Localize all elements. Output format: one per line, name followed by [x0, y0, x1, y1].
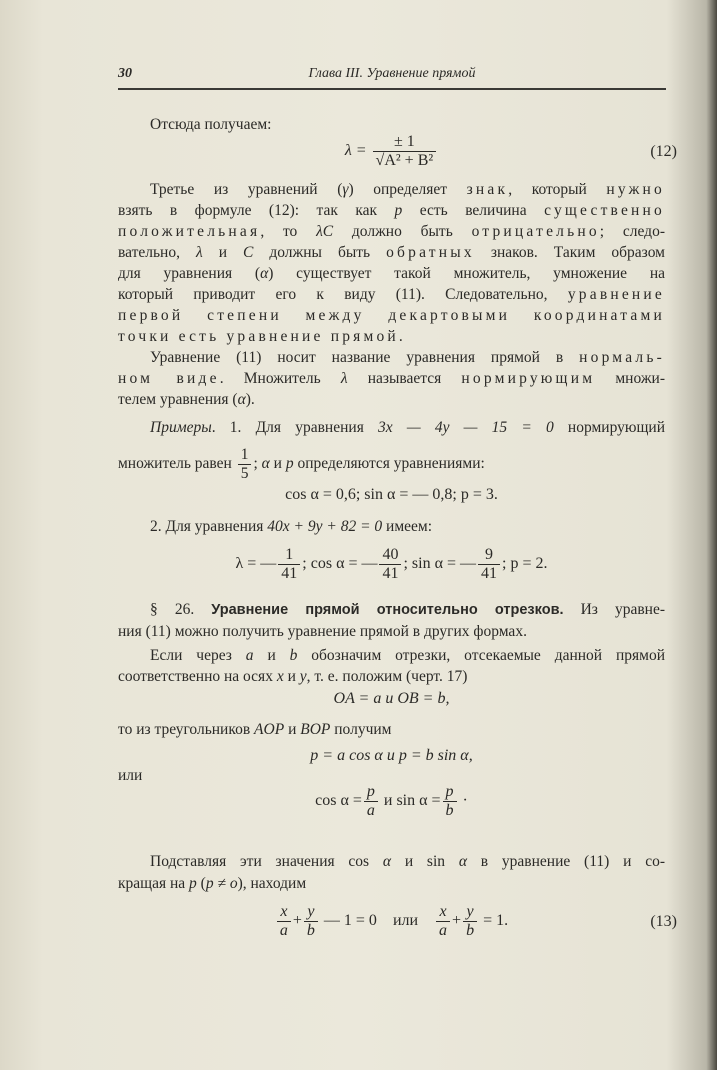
formula-12 — [118, 133, 665, 170]
text-line — [118, 243, 665, 263]
text-segment: α — [382, 853, 392, 870]
numerator: y — [466, 903, 474, 920]
text-segment: y — [299, 668, 307, 685]
example1-line — [118, 446, 665, 483]
text-segment: α — [458, 853, 467, 870]
text-segment: знак — [466, 181, 509, 198]
fraction — [238, 446, 252, 483]
denominator: b — [304, 921, 318, 940]
text-segment: и — [284, 721, 301, 738]
text-segment: ном виде — [118, 370, 220, 387]
text-segment: b — [289, 647, 298, 664]
denominator: a — [364, 801, 378, 820]
fraction — [443, 783, 457, 820]
text-line — [118, 646, 665, 666]
text: = 1. — [483, 912, 509, 930]
text-segment: C — [243, 244, 254, 261]
text: cos α = — [315, 792, 362, 810]
text-segment: ния (11) можно получить уравнение прямой в других формах. — [118, 623, 527, 640]
text-segment: нормирующий — [553, 419, 665, 436]
symbol: p — [285, 455, 294, 473]
denominator: 5 — [238, 464, 252, 483]
intro-text: Отсюда получаем: — [150, 116, 272, 133]
text: имеем: — [382, 518, 433, 535]
text-segment: называется — [347, 370, 462, 387]
text-line — [118, 600, 665, 620]
text-segment: должно быть — [333, 223, 472, 240]
fraction — [463, 903, 477, 940]
text-segment: λC — [316, 223, 334, 240]
text-segment: существенно — [544, 202, 665, 219]
denominator: b — [443, 801, 457, 820]
symbol: α — [261, 455, 270, 473]
text-segment: ). — [245, 391, 255, 408]
text-segment: нормаль- — [579, 349, 665, 366]
text-segment: p — [189, 875, 197, 892]
text: множитель равен — [118, 455, 232, 473]
section-heading: Уравнение прямой относительно отрезков. — [211, 602, 564, 618]
text-segment: точки есть уравнение прямой — [118, 328, 399, 345]
example2-equation — [118, 546, 665, 583]
text-segment: нормирующим — [461, 370, 596, 387]
text: или — [392, 912, 419, 930]
denominator: a — [277, 921, 291, 940]
denominator: a — [436, 921, 450, 940]
text-line — [118, 667, 665, 687]
p-equation: p = a cos α и p = b sin α, — [310, 747, 473, 764]
text-segment: взять в формуле (12): так как — [118, 202, 395, 219]
text: ; — [253, 455, 258, 473]
fraction — [379, 546, 401, 583]
example1-equation: cos α = 0,6; sin α = — 0,8; p = 3. — [285, 486, 498, 503]
formula-13 — [118, 903, 665, 940]
cos-sin-equation — [118, 783, 665, 820]
text-segment: . — [398, 328, 403, 345]
text-line — [118, 348, 665, 368]
numerator: 1 — [285, 546, 294, 563]
text-segment: a — [245, 647, 254, 664]
text-segment: , который — [508, 181, 607, 198]
fraction — [304, 903, 318, 940]
text-segment: BOP — [300, 721, 331, 738]
text-segment: обратных — [386, 244, 475, 261]
text: определяются уравнениями: — [293, 455, 485, 473]
text-segment: или — [118, 767, 143, 784]
text-line — [118, 222, 665, 242]
numerator: y — [307, 903, 315, 920]
text: — 1 = 0 — [323, 912, 377, 930]
header-rule — [118, 88, 666, 90]
text-line — [118, 306, 665, 326]
text-segment: есть величина — [402, 202, 545, 219]
text-line — [118, 418, 665, 438]
text: · — [458, 792, 468, 810]
fraction — [478, 546, 500, 583]
text-segment: отрицательно — [471, 223, 600, 240]
fraction — [277, 903, 291, 940]
text-segment: § 26. — [150, 601, 212, 618]
text-segment: ; следо- — [599, 223, 665, 240]
text-segment: обозначим отрезки, отсекаемые данной прямой — [297, 647, 666, 664]
text-segment: Из уравне- — [563, 601, 666, 618]
text-segment: AOP — [254, 721, 285, 738]
text-segment: нужно — [606, 181, 665, 198]
text-segment: положительная — [118, 223, 261, 240]
equation-number-12: (12) — [650, 143, 677, 160]
text-segment: α — [237, 391, 246, 408]
text-segment: вательно, — [118, 244, 196, 261]
text-segment: , т. е. положим (черт. 17) — [306, 668, 468, 685]
text-line — [118, 720, 665, 740]
text-segment: α — [260, 265, 269, 282]
numerator: p — [445, 783, 454, 800]
running-header — [118, 66, 666, 86]
fraction — [436, 903, 450, 940]
equation-number-13: (13) — [650, 913, 677, 930]
text-segment: соответственно на осях — [118, 668, 277, 685]
text-line — [118, 180, 665, 200]
text: λ = — — [235, 555, 277, 573]
text-line — [118, 264, 665, 284]
text-segment: ( — [196, 875, 206, 892]
text: + — [292, 912, 302, 930]
text-segment: должны быть — [253, 244, 387, 261]
running-title: Глава III. Уравнение прямой — [308, 66, 476, 81]
text-segment: то из треугольников — [118, 721, 255, 738]
text: 2. Для уравнения — [150, 518, 268, 535]
page-number: 30 — [118, 66, 132, 81]
text-segment: для уравнения ( — [118, 265, 261, 282]
text-line — [118, 285, 665, 305]
fraction — [278, 546, 300, 583]
text-segment: и — [253, 647, 290, 664]
denominator: 41 — [478, 564, 500, 583]
text-line — [118, 369, 665, 389]
text-segment: получим — [330, 721, 392, 738]
numerator: x — [439, 903, 447, 920]
text-segment: ) определяет — [348, 181, 467, 198]
text-segment: множи- — [595, 370, 665, 387]
text-segment: Примеры — [150, 419, 212, 436]
text-segment: γ — [342, 181, 349, 198]
text-segment: x — [276, 668, 284, 685]
fraction — [364, 783, 378, 820]
text-line — [118, 874, 665, 894]
text-line — [118, 327, 665, 347]
text-segment: . 1. Для уравнения — [211, 419, 379, 436]
numerator: 1 — [240, 446, 249, 463]
text-line — [118, 390, 665, 410]
text-segment: телем уравнения ( — [118, 391, 238, 408]
text-segment: λ — [195, 244, 203, 261]
text: + — [452, 912, 462, 930]
text-segment: в уравнение (11) и со- — [466, 853, 666, 870]
text-segment: p — [394, 202, 403, 219]
numerator: 40 — [382, 546, 399, 563]
example2-line — [118, 517, 665, 537]
text-segment: ) существует такой множитель, умножение на — [268, 265, 665, 282]
text-segment: λ — [340, 370, 348, 387]
text-segment: Подставляя эти значения cos — [150, 853, 383, 870]
numerator: ± 1 — [393, 133, 415, 150]
text-segment: знаков. Таким образом — [474, 244, 665, 261]
text-segment: . Множитель — [219, 370, 341, 387]
text-segment: Если через — [150, 647, 246, 664]
text: и sin α = — [379, 792, 441, 810]
oa-ob-equation: OA = a и OB = b, — [333, 690, 450, 707]
text-segment: и sin — [391, 853, 459, 870]
text: и — [269, 455, 286, 473]
numerator: p — [366, 783, 375, 800]
text-segment: первой степени между декартовыми координатами — [118, 307, 665, 324]
text-segment: который приводит его к виду (11). Следовательно, — [118, 286, 568, 303]
text: ; sin α = — — [403, 555, 477, 573]
text-segment: и — [283, 668, 300, 685]
text-segment: ), находим — [237, 875, 307, 892]
text-segment: p ≠ o — [205, 875, 238, 892]
denominator: √A² + B² — [373, 151, 437, 170]
text-segment: и — [202, 244, 244, 261]
text-line — [118, 852, 665, 872]
text-line — [118, 201, 665, 221]
numerator: x — [280, 903, 288, 920]
text-segment: 3x — 4y — 15 = 0 — [378, 419, 554, 436]
text-segment: , то — [260, 223, 317, 240]
text-line — [118, 622, 665, 642]
denominator: 41 — [278, 564, 300, 583]
text: ; p = 2. — [502, 555, 548, 573]
numerator: 9 — [485, 546, 494, 563]
text-segment: кращая на — [118, 875, 190, 892]
formula-lhs: λ = — [344, 142, 367, 160]
text-segment: Уравнение (11) носит название уравнения прямой в — [150, 349, 580, 366]
denominator: 41 — [379, 564, 401, 583]
equation: 40x + 9y + 82 = 0 — [267, 518, 383, 535]
denominator: b — [463, 921, 477, 940]
text-segment: уравнение — [567, 286, 665, 303]
text: ; cos α = — — [302, 555, 378, 573]
text-segment: Третье из уравнений ( — [150, 181, 343, 198]
fraction — [373, 133, 437, 170]
